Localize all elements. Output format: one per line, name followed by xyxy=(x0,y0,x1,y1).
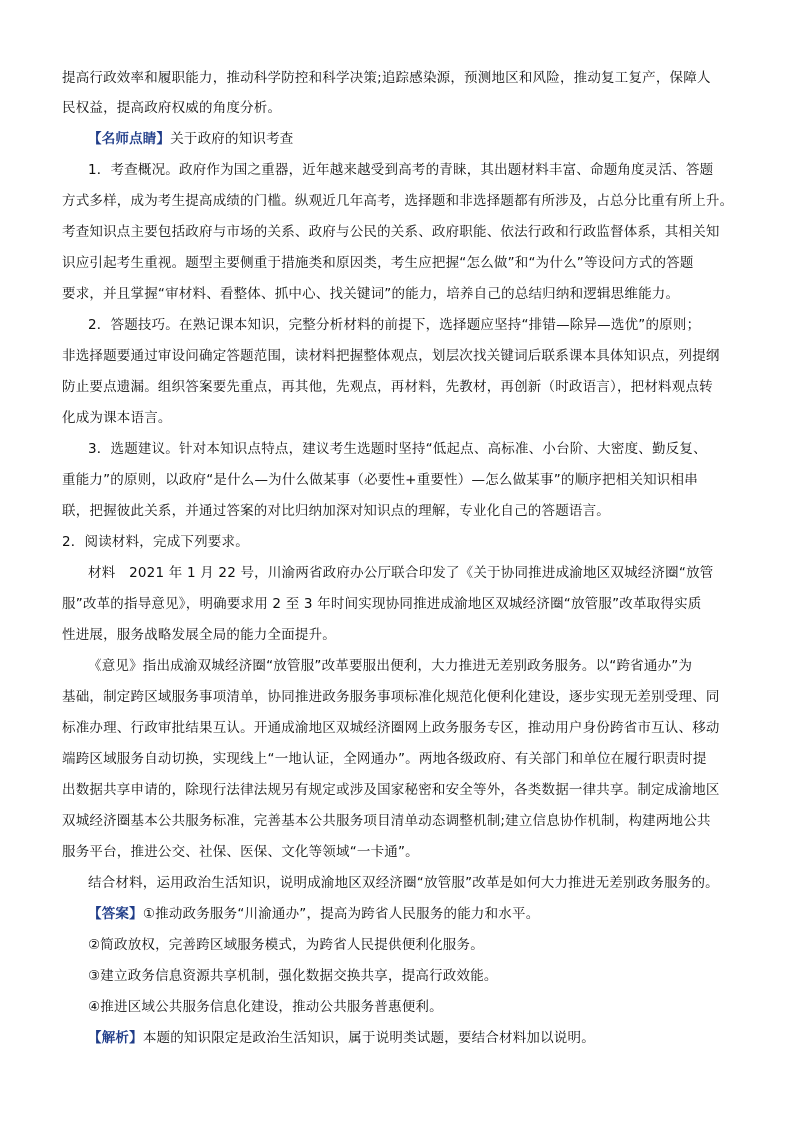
answer-item-1: ①推动政务服务“川渝通办”，提高为跨省人民服务的能力和水平。 xyxy=(142,906,540,922)
intro-line-1: 提高行政效率和履职能力，推动科学防控和科学决策;追踪感染源，预测地区和风险，推动复工复产，保障人 xyxy=(62,70,711,86)
question-prompt: 结合材料，运用政治生活知识，说明成渝地区双经济圈“放管服”改革是如何大力推进无差别政务服务的。 xyxy=(88,875,719,891)
answer-item-4: ④推进区域公共服务信息化建设，推动公共服务普惠便利。 xyxy=(88,999,443,1015)
material1-line-1: 材料 2021 年 1 月 22 号，川渝两省政府办公厅联合印发了《关于协同推进成渝地区双城经济圈“放管 xyxy=(88,565,714,581)
tip-tag: 【名师点睛】 xyxy=(88,131,171,147)
material2-line-4: 端跨区域服务自动切换，实现线上“一地认证，全网通办”。两地各级政府、有关部门和单位在履行职责时提 xyxy=(62,751,707,767)
tip-p3-line-1: 3．选题建议。针对本知识点特点，建议考生选题时坚持“低起点、高标准、小台阶、大密度、勤反复、 xyxy=(88,441,707,457)
tip-p1-line-3: 考查知识点主要包括政府与市场的关系、政府与公民的关系、政府职能、依法行政和行政监督体系，其相关知 xyxy=(62,224,720,240)
material2-line-6: 双城经济圈基本公共服务标准，完善基本公共服务项目清单动态调整机制;建立信息协作机制，构建两地公共 xyxy=(62,813,711,829)
material2-line-3: 标准办理、行政审批结果互认。开通成渝地区双城经济圈网上政务服务专区，推动用户身份跨省市互认、移动 xyxy=(62,720,720,736)
tip-heading xyxy=(88,129,294,149)
material2-line-2: 基础，制定跨区域服务事项清单，协同推进政务服务事项标准化规范化便利化建设，逐步实现无差别受理、同 xyxy=(62,689,720,705)
tip-title: 关于政府的知识考查 xyxy=(170,131,294,147)
answer-tag: 【答案】 xyxy=(88,906,143,922)
intro-line-2: 民权益，提高政府权威的角度分析。 xyxy=(62,100,282,116)
tip-p3-line-2: 重能力”的原则，以政府“是什么—为什么做某事（必要性+重要性）—怎么做某事”的顺序把相关知识相串 xyxy=(62,472,698,488)
tip-p2-line-3: 防止要点遗漏。组织答案要先重点，再其他，先观点，再材料，先教材，再创新（时政语言），把材料观点转 xyxy=(62,379,713,395)
answer-item-2: ②简政放权，完善跨区域服务模式，为跨省人民提供便利化服务。 xyxy=(88,937,484,953)
tip-p3-line-3: 联，把握彼此关系，并通过答案的对比归纳加深对知识点的理解，专业化自己的答题语言。 xyxy=(62,503,610,519)
tip-p2-line-2: 非选择题要通过审设问确定答题范围，读材料把握整体观点，划层次找关键词后联系课本具体知识点，列提纲 xyxy=(62,348,720,364)
analysis-line xyxy=(88,1028,595,1048)
analysis-text: 本题的知识限定是政治生活知识，属于说明类试题，要结合材料加以说明。 xyxy=(142,1030,595,1046)
material1-line-2: 服”改革的指导意见》，明确要求用 2 至 3 年时间实现协同推进成渝地区双城经济圈“放管服”改革取得实质 xyxy=(62,596,702,612)
analysis-tag: 【解析】 xyxy=(88,1030,143,1046)
material1-line-3: 性进展，服务战略发展全局的能力全面提升。 xyxy=(62,627,336,643)
question-heading: 2．阅读材料，完成下列要求。 xyxy=(62,534,249,550)
tip-p2-line-4: 化成为课本语言。 xyxy=(62,410,172,426)
material2-line-1: 《意见》指出成渝双城经济圈“放管服”改革要服出便利，大力推进无差别政务服务。以“跨省通办”为 xyxy=(88,658,693,674)
tip-p1-line-5: 要求，并且掌握“审材料、看整体、抓中心、找关键词”的能力，培养自己的总结归纳和逻辑思维能力。 xyxy=(62,286,680,302)
tip-p2-line-1: 2．答题技巧。在熟记课本知识，完整分析材料的前提下，选择题应坚持“排错—除异—选优”的原则； xyxy=(88,317,701,333)
tip-p1-line-1: 1．考查概况。政府作为国之重器，近年越来越受到高考的青睐，其出题材料丰富、命题角度灵活、答题 xyxy=(88,162,714,178)
tip-p1-line-4: 识应引起考生重视。题型主要侧重于措施类和原因类，考生应把握“怎么做”和“为什么”等设问方式的答题 xyxy=(62,255,694,271)
material2-line-7: 服务平台，推进公交、社保、医保、文化等领域“一卡通”。 xyxy=(62,844,419,860)
tip-p1-line-2: 方式多样，成为考生提高成绩的门槛。纵观近几年高考，选择题和非选择题都有所涉及，占总分比重有所上升。 xyxy=(62,193,734,209)
answer-line-1 xyxy=(88,904,539,924)
material2-line-5: 出数据共享申请的，除现行法律法规另有规定或涉及国家秘密和安全等外，各类数据一律共享。制定成渝地区 xyxy=(62,782,720,798)
answer-item-3: ③建立政务信息资源共享机制，强化数据交换共享，提高行政效能。 xyxy=(88,968,498,984)
